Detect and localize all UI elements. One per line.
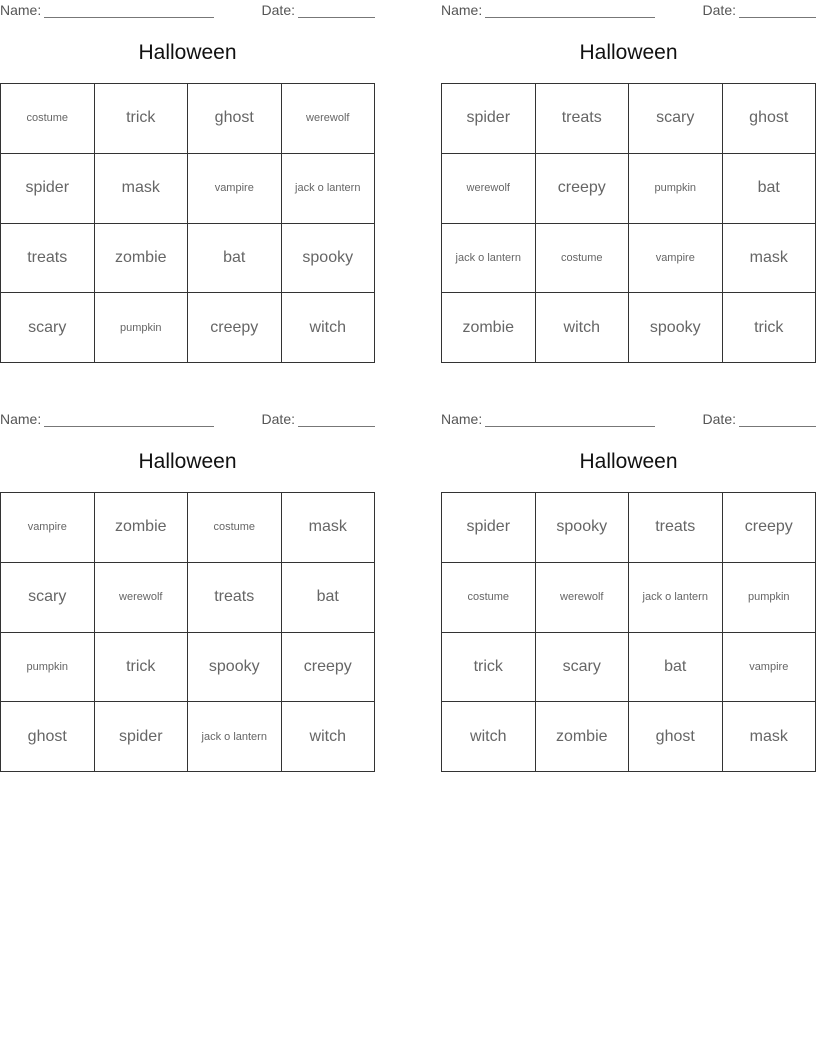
name-field[interactable]: [441, 2, 655, 18]
bingo-cell[interactable]: spider: [1, 154, 95, 224]
bingo-cell[interactable]: ghost: [188, 84, 282, 154]
bingo-cell[interactable]: jack o lantern: [188, 702, 282, 772]
bingo-cell[interactable]: treats: [536, 84, 630, 154]
name-label: Name:: [0, 2, 42, 18]
bingo-cell[interactable]: costume: [1, 84, 95, 154]
name-blank-line[interactable]: [485, 3, 655, 18]
date-label: Date:: [261, 411, 295, 427]
bingo-cell[interactable]: creepy: [282, 633, 376, 703]
bingo-cell[interactable]: mask: [95, 154, 189, 224]
bingo-cell[interactable]: ghost: [629, 702, 723, 772]
bingo-card-4: [441, 409, 816, 773]
bingo-card-2: [441, 0, 816, 364]
card-header: [0, 0, 375, 20]
name-label: Name:: [0, 411, 42, 427]
bingo-cell[interactable]: creepy: [536, 154, 630, 224]
bingo-cell[interactable]: spooky: [536, 493, 630, 563]
bingo-cell[interactable]: trick: [442, 633, 536, 703]
card-title: Halloween: [579, 41, 678, 64]
date-field[interactable]: [262, 411, 375, 427]
card-title: Halloween: [579, 450, 678, 473]
bingo-cell[interactable]: witch: [442, 702, 536, 772]
bingo-cell[interactable]: ghost: [1, 702, 95, 772]
date-label: Date:: [702, 411, 736, 427]
bingo-cell[interactable]: bat: [282, 563, 376, 633]
card-title: Halloween: [138, 41, 237, 64]
bingo-grid: [0, 83, 375, 363]
bingo-card-3: [0, 409, 375, 773]
bingo-cell[interactable]: jack o lantern: [629, 563, 723, 633]
bingo-grid: [441, 492, 816, 772]
date-field[interactable]: [703, 2, 816, 18]
date-field[interactable]: [262, 2, 375, 18]
bingo-cell[interactable]: mask: [723, 702, 816, 772]
bingo-cell[interactable]: spider: [95, 702, 189, 772]
bingo-cell[interactable]: spooky: [282, 224, 376, 294]
name-field[interactable]: [441, 411, 655, 427]
bingo-cell[interactable]: zombie: [536, 702, 630, 772]
bingo-cell[interactable]: pumpkin: [1, 633, 95, 703]
bingo-cell[interactable]: spooky: [188, 633, 282, 703]
name-blank-line[interactable]: [44, 3, 214, 18]
bingo-cell[interactable]: mask: [282, 493, 376, 563]
bingo-cell[interactable]: zombie: [442, 293, 536, 363]
bingo-cell[interactable]: vampire: [188, 154, 282, 224]
card-header: [441, 409, 816, 429]
bingo-cell[interactable]: werewolf: [282, 84, 376, 154]
bingo-cell[interactable]: bat: [629, 633, 723, 703]
bingo-grid: [0, 492, 375, 772]
bingo-cell[interactable]: vampire: [723, 633, 816, 703]
bingo-cell[interactable]: creepy: [723, 493, 816, 563]
name-field[interactable]: [0, 411, 214, 427]
date-blank-line[interactable]: [298, 412, 375, 427]
bingo-grid: [441, 83, 816, 363]
card-header: [0, 409, 375, 429]
bingo-cell[interactable]: costume: [188, 493, 282, 563]
bingo-cell[interactable]: jack o lantern: [282, 154, 376, 224]
bingo-card-1: [0, 0, 375, 364]
bingo-cell[interactable]: vampire: [629, 224, 723, 294]
bingo-cell[interactable]: zombie: [95, 493, 189, 563]
bingo-cell[interactable]: werewolf: [536, 563, 630, 633]
date-blank-line[interactable]: [298, 3, 375, 18]
bingo-cell[interactable]: bat: [188, 224, 282, 294]
bingo-cell[interactable]: costume: [536, 224, 630, 294]
name-label: Name:: [441, 2, 483, 18]
bingo-cell[interactable]: spider: [442, 493, 536, 563]
bingo-cell[interactable]: creepy: [188, 293, 282, 363]
bingo-cell[interactable]: witch: [282, 293, 376, 363]
bingo-cell[interactable]: scary: [629, 84, 723, 154]
bingo-cell[interactable]: spider: [442, 84, 536, 154]
bingo-cell[interactable]: zombie: [95, 224, 189, 294]
date-blank-line[interactable]: [739, 3, 816, 18]
bingo-cell[interactable]: costume: [442, 563, 536, 633]
bingo-cell[interactable]: treats: [188, 563, 282, 633]
bingo-cell[interactable]: trick: [95, 633, 189, 703]
bingo-cell[interactable]: scary: [1, 563, 95, 633]
bingo-cell[interactable]: pumpkin: [629, 154, 723, 224]
bingo-cell[interactable]: scary: [536, 633, 630, 703]
name-blank-line[interactable]: [485, 412, 655, 427]
bingo-cell[interactable]: treats: [1, 224, 95, 294]
bingo-cell[interactable]: bat: [723, 154, 816, 224]
card-title: Halloween: [138, 450, 237, 473]
bingo-cell[interactable]: witch: [536, 293, 630, 363]
bingo-cell[interactable]: pumpkin: [723, 563, 816, 633]
bingo-cell[interactable]: scary: [1, 293, 95, 363]
bingo-cell[interactable]: werewolf: [95, 563, 189, 633]
bingo-cell[interactable]: werewolf: [442, 154, 536, 224]
bingo-cell[interactable]: trick: [95, 84, 189, 154]
date-label: Date:: [261, 2, 295, 18]
bingo-cell[interactable]: jack o lantern: [442, 224, 536, 294]
date-blank-line[interactable]: [739, 412, 816, 427]
bingo-cell[interactable]: vampire: [1, 493, 95, 563]
bingo-cell[interactable]: trick: [723, 293, 816, 363]
name-blank-line[interactable]: [44, 412, 214, 427]
card-header: [441, 0, 816, 20]
bingo-cell[interactable]: mask: [723, 224, 816, 294]
bingo-cell[interactable]: pumpkin: [95, 293, 189, 363]
date-field[interactable]: [703, 411, 816, 427]
name-field[interactable]: [0, 2, 214, 18]
bingo-cell[interactable]: witch: [282, 702, 376, 772]
bingo-cell[interactable]: ghost: [723, 84, 816, 154]
bingo-cell[interactable]: spooky: [629, 293, 723, 363]
bingo-cell[interactable]: treats: [629, 493, 723, 563]
name-label: Name:: [441, 411, 483, 427]
date-label: Date:: [702, 2, 736, 18]
